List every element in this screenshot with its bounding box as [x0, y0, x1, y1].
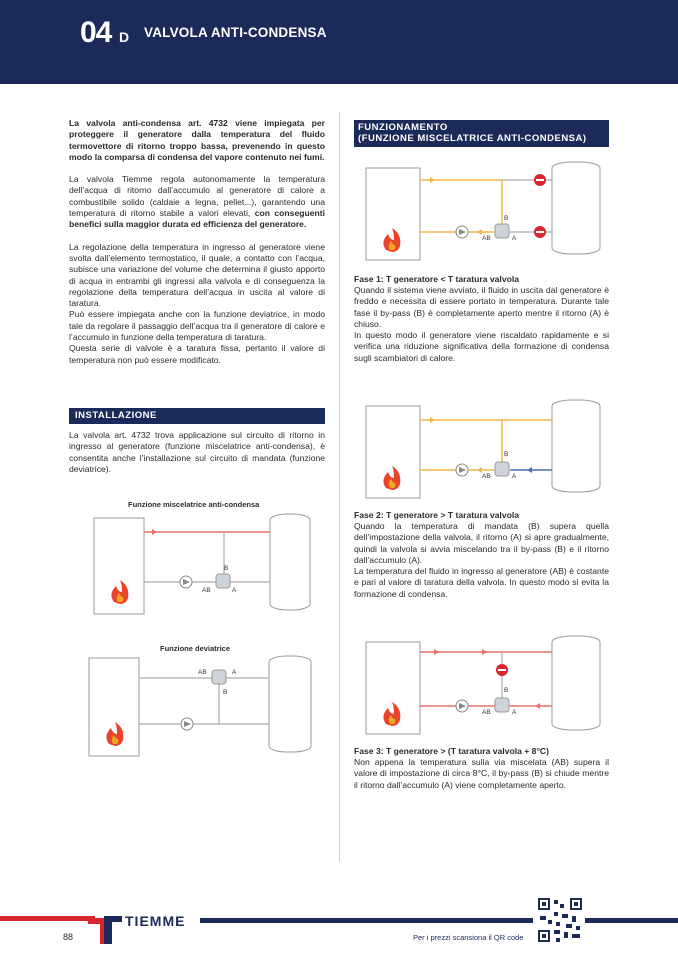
svg-text:AB: AB — [482, 235, 491, 242]
intro-paragraph-4: Può essere impiegata anche con la funzione deviatrice, in modo tale da regolare il passaggio dell’acqua tra il generatore di calore e l’accumulo in funzione della temperatura di taratura. — [69, 309, 325, 343]
qr-caption: Per i prezzi scansiona il QR code — [413, 933, 524, 942]
intro-paragraph-1: La valvola anti-condensa art. 4732 viene impiegata per proteggere il generatore dalla temperatura del fluido termovettore di ritorno troppo bassa, prevenendo in questo modo la comparsa di condensa del vapore contenuto nei fumi. — [69, 118, 325, 162]
brand-name: TIEMME — [125, 913, 186, 929]
diagram2-caption: Funzione deviatrice — [160, 644, 231, 653]
fase1-text: Quando il sistema viene avviato, il fluido in uscita dal generatore è freddo e necessita di essere portato in temperatura. Durante tale fase il by-pass (B) è completamente aperto mentre il ritorno (A) è chiuso. In questo modo il generatore viene riscaldato rapidamente e si verifica una riduzione significativa della formazione di condensa sugli scambiatori di calore. — [354, 285, 609, 363]
installazione-heading: INSTALLAZIONE — [69, 408, 325, 424]
valve-icon — [495, 462, 509, 476]
svg-text:B: B — [504, 215, 509, 222]
svg-text:B: B — [223, 689, 228, 696]
storage-tank — [269, 656, 311, 752]
fase2-text: Quando la temperatura di mandata (B) supera quella dell’impostazione della valvola, il ritorno (A) si apre gradualmente, quindi la valvola si avvia miscelando tra il by-pass (B) e il ritorno dall’accumulo (A). La temperatura del fluido in ingresso al generatore (AB) è costante e pari al valore di taratura della valvola. In questo modo si evita la formazione di condensa. — [354, 521, 609, 599]
svg-text:B: B — [504, 687, 509, 694]
footer-navy-bar-right — [585, 918, 678, 923]
svg-text:A: A — [232, 669, 237, 676]
section-letter: D — [119, 29, 130, 45]
storage-tank — [552, 162, 600, 254]
brand-logo-mark — [88, 914, 122, 946]
page-number: 88 — [63, 932, 74, 942]
svg-text:AB: AB — [482, 709, 491, 716]
svg-text:B: B — [504, 451, 509, 458]
column-divider — [339, 112, 340, 862]
valve-icon — [216, 574, 230, 588]
svg-text:AB: AB — [482, 473, 491, 480]
intro-text — [69, 118, 325, 366]
fase3-text: Non appena la temperatura sulla via miscelata (AB) supera il valore di impostazione di circa 8°C, il by-pass (B) si chiude mentre il ritorno dall’accumulo (A) viene completamente aperto. — [354, 757, 609, 790]
diagram-deviatrice — [85, 652, 320, 760]
footer-navy-bar — [200, 918, 533, 923]
footer-red-bar — [0, 916, 95, 921]
intro-paragraph-3: La regolazione della temperatura in ingresso al generatore viene svolta dall’elemento termostatico, il quale, a contatto con l’acqua, subisce una variazione del volume che determina il giusto apporto di acqua in entrambi gli ingressi alla valvola e di conseguenza la regolazione della temperatura dell’acqua in uscita al valore di taratura. — [69, 241, 325, 309]
installazione-text: La valvola art. 4732 trova applicazione sul circuito di ritorno in ingresso al generatore (funzione miscelatrice anti-condensa), è consentita anche l’installazione sul circuito di mandata (funzione deviatrice). — [69, 430, 325, 474]
qr-code[interactable] — [536, 896, 584, 944]
fase3-title: Fase 3: T generatore > (T taratura valvola + 8°C) — [354, 746, 549, 756]
svg-text:A: A — [232, 587, 237, 594]
valve-icon — [212, 670, 226, 684]
diagram-miscelatrice — [90, 510, 320, 618]
svg-text:A: A — [512, 709, 517, 716]
svg-text:AB: AB — [198, 669, 207, 676]
storage-tank — [270, 514, 310, 610]
svg-text:A: A — [512, 235, 517, 242]
valve-icon — [495, 698, 509, 712]
valve-icon — [495, 224, 509, 238]
diagram-fase2 — [362, 398, 607, 500]
storage-tank — [552, 636, 600, 730]
svg-text:A: A — [512, 473, 517, 480]
svg-text:AB: AB — [202, 587, 211, 594]
intro-paragraph-2: La valvola Tiemme regola autonomamente la temperatura dell’acqua di ritorno dall’accumulo al generatore di calore a combustibile solido (caldaie a legna, pellet...), garantendo una temperatura di ritorno stabile a valori elevati, con conseguenti benefici sulla maggior durata ed efficienza del generatore. — [69, 174, 326, 230]
section-number: 04 — [80, 16, 112, 49]
fase1-title: Fase 1: T generatore < T taratura valvola — [354, 274, 520, 284]
fase2-title: Fase 2: T generatore > T taratura valvola — [354, 510, 520, 520]
intro-paragraph-5: Questa serie di valvole è a taratura fissa, pertanto il valore di temperatura non può essere modificato. — [69, 343, 325, 365]
storage-tank — [552, 400, 600, 492]
diagram-fase1 — [362, 160, 607, 262]
section-title: VALVOLA ANTI-CONDENSA — [144, 25, 327, 40]
funzionamento-heading: FUNZIONAMENTO (FUNZIONE MISCELATRICE ANTI-CONDENSA) — [354, 120, 609, 147]
diagram1-caption: Funzione miscelatrice anti-condensa — [128, 500, 260, 509]
svg-text:B: B — [224, 565, 229, 572]
diagram-fase3 — [362, 634, 607, 738]
